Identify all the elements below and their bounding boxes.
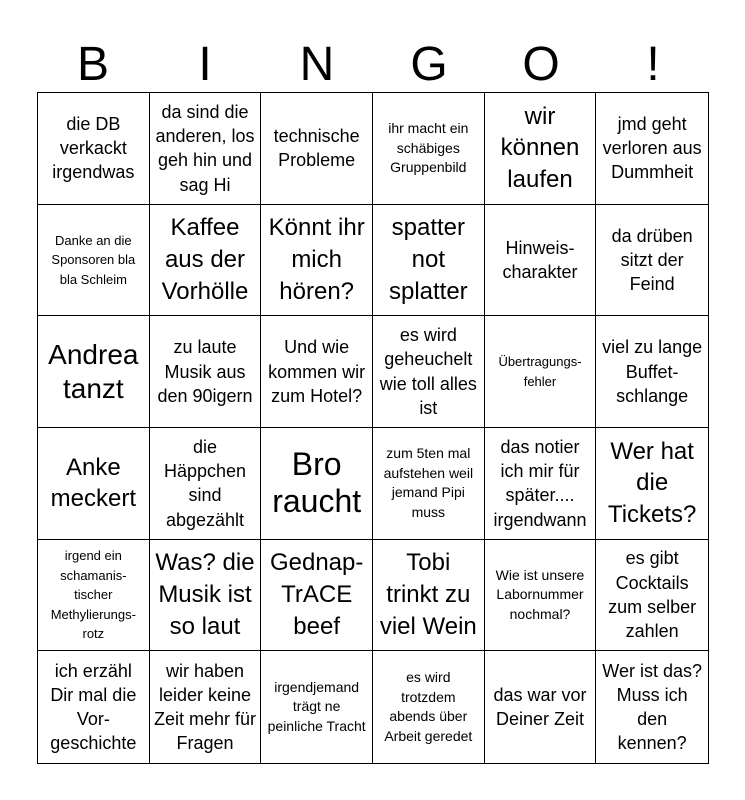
- bingo-cell[interactable]: [485, 205, 597, 317]
- bingo-cell-text: die Häppchen sind abgezählt: [163, 436, 247, 530]
- bingo-cell[interactable]: [485, 651, 597, 763]
- bingo-cell-text: da drüben sitzt der Feind: [611, 225, 693, 295]
- bingo-cell[interactable]: [596, 651, 708, 763]
- bingo-cell-text: jmd geht verloren aus Dummheit: [602, 113, 702, 183]
- bingo-cell-text: es wird geheuchelt wie toll alles ist: [379, 325, 477, 418]
- bingo-cell[interactable]: [261, 651, 373, 763]
- bingo-cell[interactable]: [373, 651, 485, 763]
- bingo-cell-text: Danke an die Sponsoren bla bla Schleim: [51, 232, 136, 287]
- bingo-cell[interactable]: [596, 316, 708, 428]
- header-letter-g: G: [410, 38, 448, 91]
- bingo-cell-text: es gibt Cocktails zum selber zahlen: [608, 548, 697, 642]
- bingo-cell-text: ich erzähl Dir mal die Vor-geschichte: [50, 660, 137, 754]
- bingo-cell[interactable]: [373, 316, 485, 428]
- bingo-cell[interactable]: [596, 93, 708, 205]
- bingo-cell[interactable]: [485, 316, 597, 428]
- bingo-cell-text: spatter not splatter: [388, 214, 468, 305]
- bingo-cell-text: wir haben leider keine Zeit mehr für Fragen: [153, 660, 256, 754]
- bingo-cell-text: Wer hat die Tickets?: [607, 437, 697, 529]
- bingo-cell[interactable]: [150, 428, 262, 540]
- bingo-cell-text: Und wie kommen wir zum Hotel?: [268, 337, 366, 406]
- bingo-cell[interactable]: [485, 540, 597, 652]
- header-letter-o: O: [522, 38, 560, 91]
- bingo-cell[interactable]: [373, 540, 485, 652]
- header-letter-n: N: [299, 38, 335, 91]
- header-letter-i: I: [198, 38, 212, 91]
- bingo-cell-text: Übertragungs-fehler: [498, 354, 582, 389]
- bingo-cell[interactable]: [596, 205, 708, 317]
- bingo-cell-text: technische Probleme: [273, 126, 360, 171]
- bingo-cell-text: Wer ist das? Muss ich den kennen?: [602, 660, 702, 754]
- bingo-cell-text: zu laute Musik aus den 90igern: [157, 337, 253, 406]
- bingo-cell[interactable]: [150, 316, 262, 428]
- bingo-cell[interactable]: [150, 540, 262, 652]
- bingo-card-grid: [37, 92, 709, 764]
- bingo-cell-text: Kaffee aus der Vorhölle: [161, 214, 249, 305]
- bingo-cell-text: Wie ist unsere Labornummer nochmal?: [495, 566, 585, 622]
- bingo-cell-text: irgendjemand trägt ne peinliche Tracht: [267, 678, 366, 734]
- bingo-cell-text: Gednap-TrACE beef: [269, 549, 364, 640]
- bingo-cell[interactable]: [38, 651, 150, 763]
- bingo-cell-text: zum 5ten mal aufstehen weil jemand Pipi muss: [383, 445, 474, 520]
- header-letter-b: B: [76, 38, 109, 91]
- bingo-cell-text: ihr macht ein schäbiges Gruppenbild: [388, 119, 469, 176]
- bingo-cell-text: das war vor Deiner Zeit: [493, 684, 587, 730]
- bingo-cell[interactable]: [38, 428, 150, 540]
- bingo-cell-text: wir können laufen: [500, 102, 580, 194]
- bingo-cell[interactable]: [485, 428, 597, 540]
- header-letter-exclamation: !: [646, 38, 660, 91]
- bingo-cell[interactable]: [596, 540, 708, 652]
- bingo-cell-text: Was? die Musik ist so laut: [155, 549, 255, 640]
- bingo-cell[interactable]: [596, 428, 708, 540]
- bingo-cell[interactable]: [485, 93, 597, 205]
- bingo-cell[interactable]: [373, 93, 485, 205]
- bingo-cell[interactable]: [261, 205, 373, 317]
- bingo-cell[interactable]: [150, 93, 262, 205]
- bingo-cell[interactable]: [261, 316, 373, 428]
- bingo-cell[interactable]: [261, 93, 373, 205]
- bingo-cell-text: irgend ein schamanis-tischer Methylierungs-rotz: [50, 548, 136, 642]
- bingo-cell[interactable]: [38, 316, 150, 428]
- bingo-cell-text: da sind die anderen, los geh hin und sag Hi: [155, 101, 255, 195]
- bingo-cell-text: die DB verkackt irgendwas: [52, 113, 135, 183]
- bingo-cell-text: Anke meckert: [50, 453, 136, 513]
- bingo-cell[interactable]: [373, 428, 485, 540]
- bingo-cell-text: Bro raucht: [272, 445, 362, 520]
- bingo-cell-text: Könnt ihr mich hören?: [268, 214, 365, 305]
- bingo-cell-text: es wird trotzdem abends über Arbeit geredet: [384, 668, 473, 744]
- bingo-cell[interactable]: [150, 651, 262, 763]
- bingo-cell-text: das notier ich mir für später.... irgendwann: [493, 436, 587, 530]
- bingo-cell[interactable]: [150, 205, 262, 317]
- bingo-cell[interactable]: [373, 205, 485, 317]
- bingo-cell[interactable]: [261, 428, 373, 540]
- bingo-header: [37, 38, 709, 92]
- bingo-cell-text: Hinweis-charakter: [502, 237, 578, 282]
- bingo-cell[interactable]: [38, 205, 150, 317]
- bingo-cell-text: Tobi trinkt zu viel Wein: [379, 549, 477, 640]
- bingo-cell[interactable]: [261, 540, 373, 652]
- bingo-cell[interactable]: [38, 540, 150, 652]
- bingo-cell[interactable]: [38, 93, 150, 205]
- bingo-cell-text: viel zu lange Buffet-schlange: [602, 337, 703, 406]
- bingo-cell-text: Andrea tanzt: [48, 339, 139, 404]
